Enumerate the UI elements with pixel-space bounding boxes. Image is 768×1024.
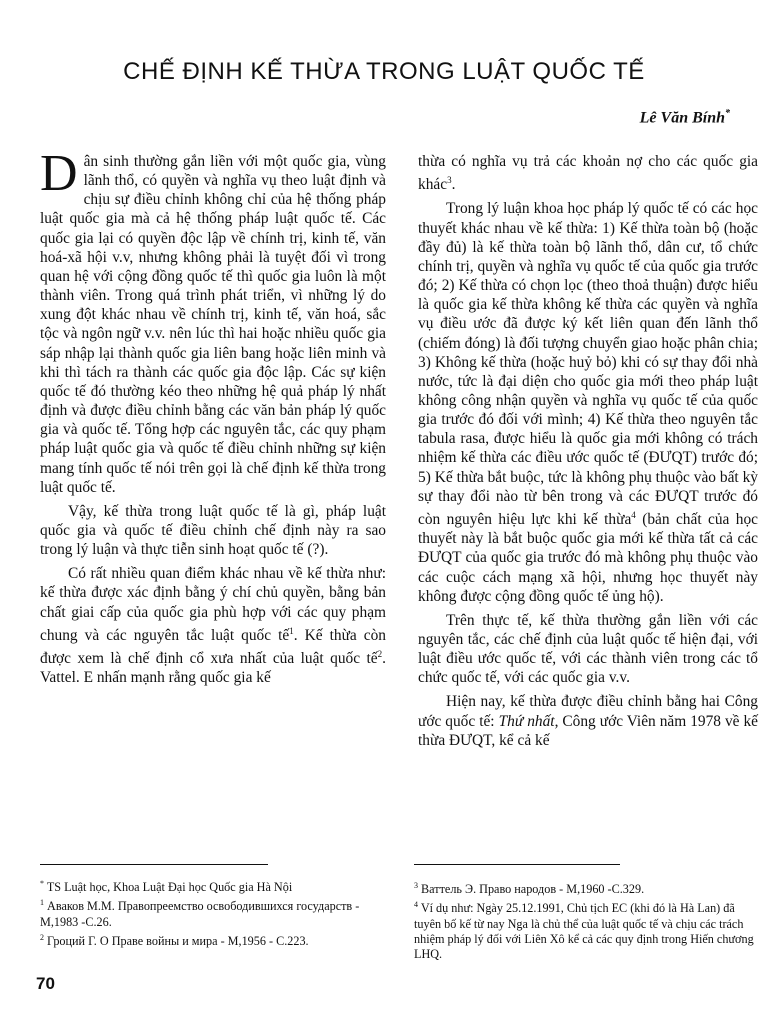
paragraph-practice: Trên thực tế, kế thừa thường gắn liền với các nguyên tắc, các chế định của luật quốc tế hiện đại, với luật điều ước quốc tế, với các thành viên trong các tổ chức quốc tế, với các quốc gia v.v. <box>418 611 758 687</box>
footnotes-left <box>40 876 386 949</box>
footnote-divider-left <box>40 864 268 865</box>
emphasis-first: Thứ nhất <box>498 712 555 730</box>
paragraph-theories <box>418 199 758 605</box>
paragraph-conventions <box>418 692 758 749</box>
footnote-divider-right <box>414 864 620 865</box>
paragraph-continued-end: . <box>451 176 456 194</box>
footnote-text: Ví dụ như: Ngày 25.12.1991, Chủ tịch EC (khi đó là Hà Lan) đã tuyên bố kế từ nay Nga là chủ thể của luật quốc tế và chịu các trách nhiệm pháp lý đối với Liên Xô kể cả các quy định trong Hiến chương LHQ. <box>414 901 754 961</box>
left-column <box>40 145 386 687</box>
footnote-text: Гроций Г. О Праве войны и мира - М,1956 - С.223. <box>44 933 309 948</box>
paragraph-conventions-text-a: Hiện nay, kế thừa được điều chỉnh bằng hai Công ước quốc tế: <box>418 693 758 730</box>
footnote-ref-3: 3 <box>447 175 452 186</box>
paragraph-3-text-b: . Kế thừa còn được xem là chế định cổ xưa nhất của luật quốc tế <box>40 626 386 668</box>
footnote-mark: 2 <box>40 932 44 942</box>
footnote-mark: 1 <box>40 898 44 908</box>
footnote-1 <box>40 895 386 929</box>
footnote-ref-4: 4 <box>631 509 636 520</box>
drop-cap: D <box>40 145 78 202</box>
paragraph-3-text-a: Có rất nhiều quan điểm khác nhau về kế thừa như: kế thừa được xác định bằng ý chí chủ quyền, bằng bản chất giai cấp của quốc gia phù hợp với các quy phạm chung và các nguyên tắc luật quốc tế <box>40 565 386 644</box>
article-title: CHẾ ĐỊNH KẾ THỪA TRONG LUẬT QUỐC TẾ <box>123 58 645 85</box>
paragraph-3-text-c: . Vattel. E nhấn mạnh rằng quốc gia kế <box>40 650 386 687</box>
footnote-mark: * <box>40 879 44 888</box>
footnote-3 <box>414 878 756 897</box>
paragraph-continued <box>418 152 758 194</box>
footnote-text: Ваттель Э. Право народов - М,1960 -С.329. <box>418 882 645 897</box>
paragraph-theories-text-b: (bản chất của học thuyết này là bắt buộc quốc gia mới kế thừa tất cả các ĐƯQT của quốc gia trước đó mà không phụ thuộc vào các cuộc cách mạng xã hội, nhưng học thuyết này không được cộng đồng quốc tế ủng hộ). <box>418 511 759 605</box>
footnote-text: TS Luật học, Khoa Luật Đại học Quốc gia Hà Nội <box>44 880 293 895</box>
author-footnote-mark: * <box>725 108 730 119</box>
author-text: Lê Văn Bính <box>639 109 725 127</box>
paragraph-continued-text: thừa có nghĩa vụ trả các khoản nợ cho các quốc gia khác <box>418 153 758 194</box>
footnote-ref-1: 1 <box>289 625 294 636</box>
paragraph-2: Vậy, kế thừa trong luật quốc tế là gì, pháp luật quốc gia và quốc tế điều chỉnh chế định này ra sao trong lý luận và thực tiễn sinh hoạt quốc tế (?). <box>40 502 386 559</box>
footnote-2 <box>40 930 386 949</box>
footnote-mark: 3 <box>414 881 418 890</box>
footnote-text: Аваков М.М. Правопреемство освободившихся государств - М,1983 -С.26. <box>40 899 360 929</box>
footnotes-right <box>414 878 756 962</box>
footnote-ref-2: 2 <box>377 649 383 660</box>
footnote-mark: 4 <box>414 900 418 910</box>
paragraph-conventions-text-b: , Công ước Viên năm 1978 về kế thừa ĐƯQT, kể cả kế <box>418 712 758 749</box>
footnote-author <box>40 876 386 895</box>
paragraph-1 <box>40 145 386 497</box>
page-number: 70 <box>36 974 55 993</box>
footnote-4 <box>414 897 756 962</box>
paragraph-3 <box>40 564 386 687</box>
right-column <box>418 152 758 750</box>
paragraph-1-text: ân sinh thường gắn liền với một quốc gia, vùng lãnh thổ, có quyền và nghĩa vụ theo luật định và chịu sự điều chỉnh không chỉ của hệ thống pháp luật quốc gia mà cả hệ thống pháp luật quốc tế. Các quốc gia lại có quyền độc lập về chính trị, kinh tế, văn hoá-xã hội v.v, nhưng không phải là tuyệt đối vì trong quan hệ với cộng đồng quốc tế thì quốc gia luôn là một thành viên. Trong quá trình phát triển, vì những lý do xung đột khác nhau về chính trị, kinh tế, văn hoá, sắc tộc và ngôn ngữ v.v. nên lúc thì hai hoặc nhiều quốc gia sáp nhập lại thành quốc gia liên bang hoặc liên minh và khi thì tách ra thành các quốc gia độc lập. Các sự kiện quốc tế đó thường kéo theo những hệ quả pháp lý nhất định và được điều chỉnh bằng các văn bản pháp lý quốc gia và quốc tế. Tổng hợp các nguyên tắc, các quy phạm pháp luật quốc gia và quốc tế điều chỉnh những sự kiện mang tính quốc tế nói trên gọi là chế định kế thừa trong luật quốc tế. <box>40 153 386 496</box>
author-name <box>640 108 730 127</box>
paragraph-theories-text-a: Trong lý luận khoa học pháp lý quốc tế có các học thuyết khác nhau về kế thừa: 1) Kế thừa toàn bộ (hoặc đầy đủ) là kế thừa toàn bộ lãnh thổ, dân cư, tổ chức chính trị, quyền và nghĩa vụ quốc tế của quốc gia trước đó; 2) Kế thừa có chọn lọc (theo thoả thuận) được hiểu là quốc gia kế thừa không kế thừa các quyền và nghĩa vụ điều ước đã được ký kết liên quan đến lãnh thổ (chiếm đóng) là đối tượng chuyển giao hoặc phân chia; 3) Không kế thừa (hoặc huỷ bỏ) khi có sự thay đổi nhà nước, tức là đại diện cho quốc gia mới theo pháp luật không công nhận quyền và nghĩa vụ quốc tế của quốc gia trước đó đối với mình; 4) Kế thừa theo nguyên tắc tabula rasa, được hiểu là quốc gia mới không có trách nhiệm kế thừa các điều ước quốc tế (ĐƯQT) trước đó; 5) Kế thừa bắt buộc, tức là không phụ thuộc vào bất kỳ sự thay đổi nào từ bên trong và các ĐƯQT trước đó còn nguyên hiệu lực khi kế thừa <box>418 200 759 529</box>
